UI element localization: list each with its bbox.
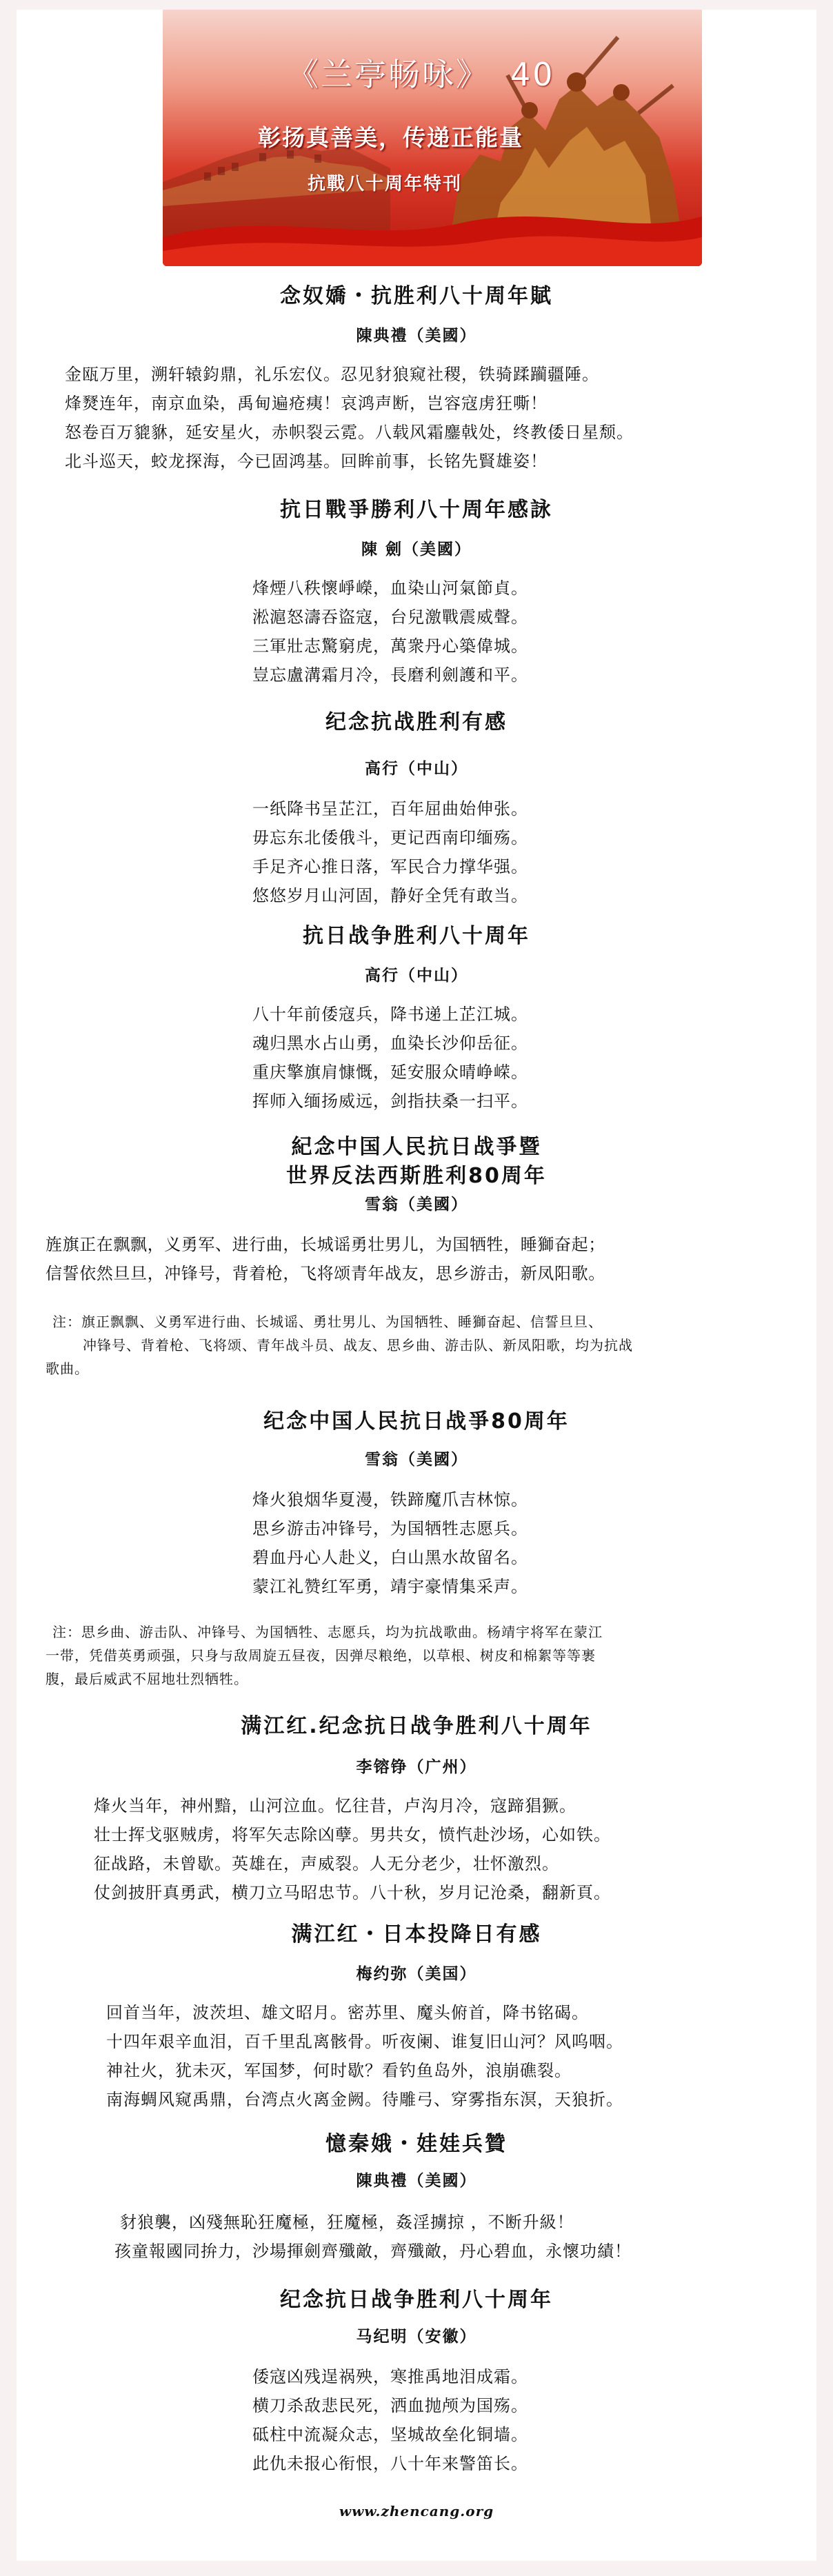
poem-line: 征战路，未曾歇。英雄在，声威裂。人无分老少，壮怀激烈。: [94, 1854, 559, 1873]
poem-line: 回首当年，波茨坦、雄文昭月。密苏里、魔头俯首，降书铭碣。: [106, 2003, 589, 2022]
poem-author: 雪翁（美國）: [365, 1196, 468, 1214]
poem-author: 梅约弥（美国）: [356, 1965, 477, 1983]
poem-line: 毋忘东北倭俄斗，更记西南印缅殇。: [252, 828, 528, 847]
poem-line: 淞滬怒濤吞盜寇，台兒激戰震威聲。: [252, 607, 528, 627]
poem-author: 马纪明（安徽）: [356, 2328, 477, 2346]
poem-author: 李镕铮（广州）: [356, 1758, 477, 1776]
poem-line: 孩童報國同拚力，沙場揮劍齊殲敵，齊殲敵，丹心碧血，永懷功績！: [114, 2242, 632, 2261]
poem-title: 纪念中国人民抗日战爭80周年: [263, 1409, 570, 1433]
poem-line: 一纸降书呈芷江，百年屈曲始伸张。: [252, 799, 528, 818]
poem-note-line: 冲锋号、背着枪、飞将颂、青年战斗员、战友、思乡曲、游击队、新凤阳歌，均为抗战: [83, 1337, 633, 1354]
poem-author: 陳典禮（美國）: [356, 2172, 477, 2190]
poem-title: 紀念中国人民抗日战爭暨: [291, 1135, 542, 1159]
poem-note-line: 腹，最后威武不屈地壮烈牺牲。: [46, 1671, 248, 1687]
banner-title: 《兰亭畅咏》 40: [287, 56, 555, 93]
poem-line: 倭寇凶残逞祸殃，寒推禹地泪成霜。: [252, 2367, 528, 2386]
poem-author: 高行（中山）: [365, 967, 468, 985]
poem-title-line2: 世界反法西斯胜利80周年: [286, 1164, 547, 1188]
poem-line: 旌旗正在飘飘，义勇军、进行曲，长城谣勇壮男儿，为国牺牲，睡獅奋起；: [46, 1235, 605, 1254]
poem-title: 念奴嬌・抗胜利八十周年賦: [280, 284, 553, 308]
poem-author: 陳 劍（美國）: [361, 541, 472, 559]
poem-line: 信誓依然旦旦，冲锋号，背着枪，飞将颂青年战友，思乡游击，新凤阳歌。: [46, 1264, 605, 1283]
poem-line: 烽火狼烟华夏漫，铁蹄魔爪吉林惊。: [252, 1490, 528, 1509]
poem-note-line: 一带，凭借英勇顽强，只身与敌周旋五昼夜，因弹尽粮绝，以草根、树皮和棉絮等等裹: [46, 1647, 596, 1664]
poem-line: 碧血丹心人赴义，白山黑水故留名。: [252, 1548, 528, 1567]
poem-note-line: 注：旗正飘飘、义勇军进行曲、长城谣、勇壮男儿、为国牺牲、睡獅奋起、信誓旦旦、: [52, 1314, 603, 1330]
poem-author: 雪翁（美國）: [365, 1451, 468, 1469]
banner-subtitle: 彰扬真善美，传递正能量: [258, 124, 523, 151]
poem-title: 憶秦娥・娃娃兵贊: [325, 2132, 508, 2156]
banner: [163, 10, 702, 266]
poem-line: 十四年艰辛血泪，百千里乱离骸骨。听夜阑、谁复旧山河？风呜咽。: [106, 2032, 623, 2051]
poem-line: 神社火，犹未灭，军国梦，何时歇？看钓鱼岛外，浪崩礁裂。: [106, 2061, 572, 2080]
poem-line: 蒙江礼赞红军勇，靖宇豪情集采声。: [252, 1577, 528, 1596]
poem-note-line: 歌曲。: [46, 1360, 89, 1377]
poem-title: 纪念抗战胜利有感: [325, 710, 508, 734]
poem-line: 横刀杀敌悲民死，洒血抛颅为国殇。: [252, 2396, 528, 2415]
footer-url: www.zhencang.org: [339, 2503, 494, 2519]
poem-line: 烽燹连年，南京血染，禹甸遍疮痍！哀鸿声断，岂容寇虏狂嘶！: [65, 394, 548, 413]
poem-line: 壮士挥戈驱贼虏，将军矢志除凶孽。男共女，愤忾赴沙场，心如铁。: [94, 1825, 611, 1844]
poem-line: 砥柱中流凝众志，坚城故垒化铜墙。: [252, 2425, 528, 2444]
poem-line: 挥师入缅扬威远，剑指扶桑一扫平。: [252, 1091, 528, 1111]
poem-line: 烽火当年，神州黯，山河泣血。忆往昔，卢沟月冷，寇蹄猖獗。: [94, 1796, 576, 1815]
poem-title: 满江红・日本投降日有感: [291, 1922, 542, 1946]
poem-line: 南海蜩风窥禹鼎，台湾点火离金阙。待雕弓、穿雾指东溟，天狼折。: [106, 2090, 623, 2109]
poem-line: 豈忘盧溝霜月冷，長磨利劍護和平。: [252, 665, 528, 685]
poem-line: 思乡游击冲锋号，为国牺牲志愿兵。: [252, 1519, 528, 1538]
poem-line: 手足齐心推日落，军民合力撑华强。: [252, 857, 528, 876]
page: [17, 10, 816, 2561]
poem-line: 八十年前倭寇兵，降书递上芷江城。: [252, 1005, 528, 1024]
poem-line: 怒卷百万貔貅，延安星火，赤帜裂云霓。八载风霜鏖戟处，终教倭日星颓。: [65, 423, 634, 442]
poem-line: 魂归黑水占山勇，血染长沙仰岳征。: [252, 1034, 528, 1053]
poem-line: 北斗巡天，蛟龙探海，今已固鸿基。回眸前事，长铭先賢雄姿！: [65, 452, 548, 471]
poem-line: 重庆擎旗肩慷慨，延安服众晴峥嵘。: [252, 1063, 528, 1082]
poem-line: 豺狼襲，凶殘無恥狂魔極，狂魔極，姦淫擄掠 ，不断升級！: [120, 2213, 574, 2232]
poem-line: 三軍壯志驚窮虎，萬衆丹心築偉城。: [252, 636, 528, 656]
poem-author: 陳典禮（美國）: [356, 327, 477, 345]
poem-title: 纪念抗日战争胜利八十周年: [280, 2288, 553, 2312]
poem-author: 高行（中山）: [365, 760, 468, 778]
banner-subtitle-special: 抗戰八十周年特刊: [308, 174, 463, 194]
poem-line: 悠悠岁月山河固，静好全凭有敢当。: [252, 886, 528, 905]
poem-note-line: 注：思乡曲、游击队、冲锋号、为国牺牲、志愿兵，均为抗战歌曲。杨靖宇将军在蒙江: [52, 1624, 603, 1640]
poem-line: 烽煙八秩懷崢嶸，血染山河氣節貞。: [252, 578, 528, 598]
poem-line: 仗剑披肝真勇武，横刀立马昭忠节。八十秋，岁月记沧桑，翻新頁。: [94, 1883, 611, 1902]
poem-line: 金瓯万里，溯轩辕鈞鼎，礼乐宏仪。忍见豺狼窥社稷，铁骑蹂躏疆陲。: [65, 365, 599, 384]
poem-line: 此仇未报心衔恨，八十年来警笛长。: [252, 2454, 528, 2473]
poem-title: 抗日战争胜利八十周年: [303, 924, 530, 948]
poem-title: 抗日戰爭勝利八十周年感詠: [280, 498, 553, 522]
poem-title: 满江红.纪念抗日战争胜利八十周年: [241, 1714, 592, 1738]
